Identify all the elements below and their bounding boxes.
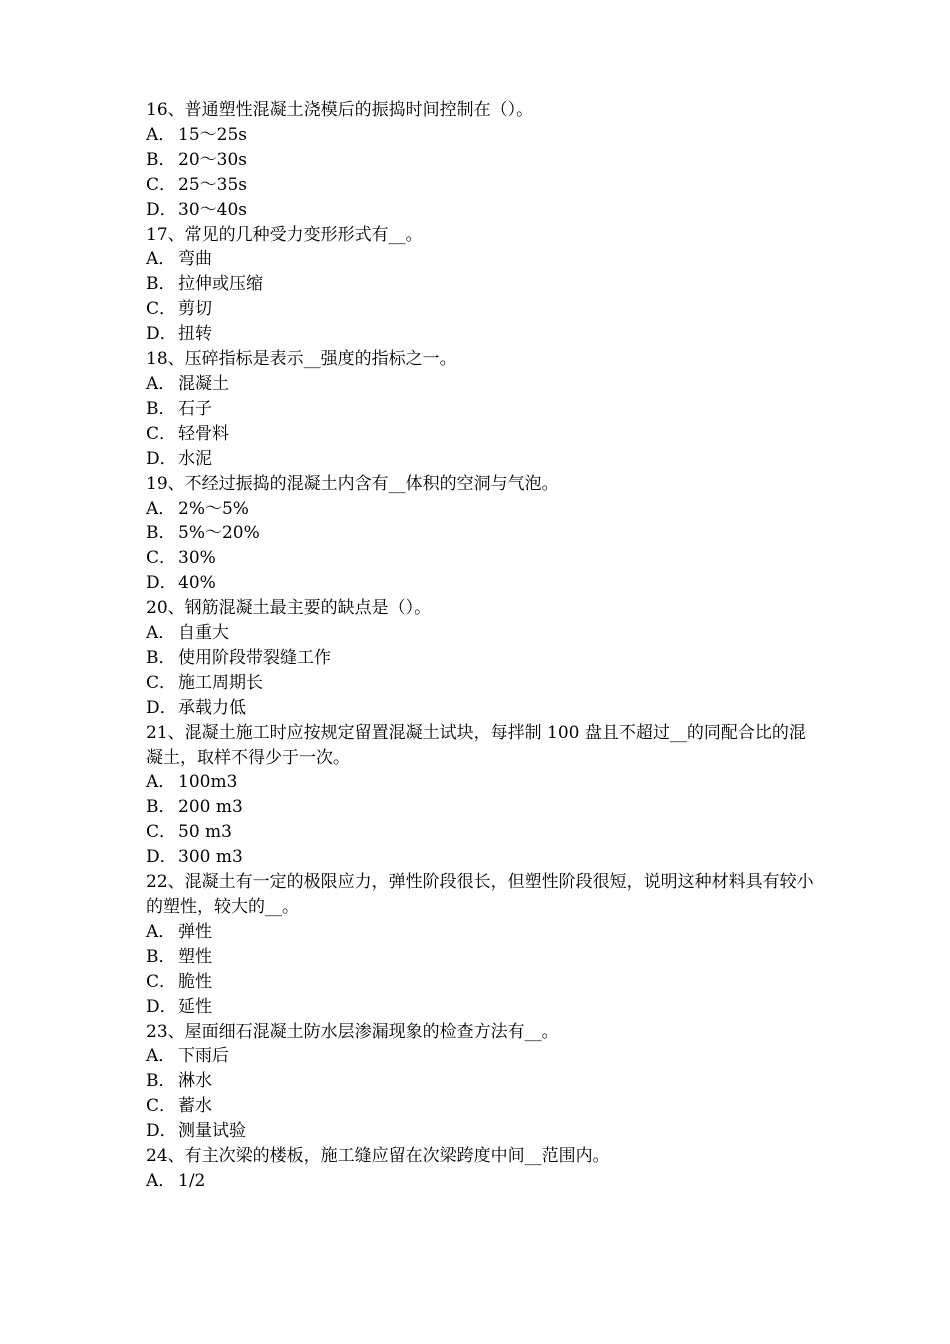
option-letter: C．: [146, 423, 177, 444]
option-text: 施工周期长: [178, 672, 263, 693]
question-item: [146, 472, 818, 597]
answer-option: [146, 621, 818, 646]
answer-option: [146, 671, 818, 696]
option-text: 自重大: [178, 623, 229, 644]
answer-option: [146, 920, 818, 945]
option-letter: C．: [146, 299, 177, 320]
option-letter: B．: [146, 946, 176, 967]
option-text: 弹性: [178, 921, 212, 942]
option-letter: D．: [146, 697, 177, 718]
question-stem: 16、普通塑性混凝土浇模后的振捣时间控制在（）。: [146, 100, 534, 120]
answer-option: [146, 571, 818, 596]
option-letter: A．: [146, 124, 176, 145]
question-item: [146, 98, 818, 223]
question-stem: 17、常见的几种受力变形形式有__。: [146, 224, 423, 245]
answer-option: [146, 322, 818, 347]
answer-option: [146, 521, 818, 546]
option-text: 测量试验: [178, 1121, 246, 1142]
question-stem: 23、屋面细石混凝土防水层渗漏现象的检查方法有__。: [146, 1021, 559, 1042]
answer-option: [146, 422, 818, 447]
option-text: 使用阶段带裂缝工作: [178, 647, 331, 668]
answer-option: [146, 1069, 818, 1094]
question-list: [146, 98, 818, 1194]
question-item: [146, 223, 818, 348]
option-letter: D．: [146, 847, 177, 868]
option-text: 水泥: [178, 448, 212, 469]
option-letter: B．: [146, 523, 176, 544]
question-item: [146, 347, 818, 472]
option-text: 延性: [178, 996, 212, 1017]
option-text: 40%: [178, 573, 216, 594]
question-stem: 21、混凝土施工时应按规定留置混凝土试块，每拌制 100 盘且不超过__的同配合比的混凝土，取样不得少于一次。: [146, 722, 806, 768]
answer-option: [146, 795, 818, 820]
option-letter: C．: [146, 1096, 177, 1117]
option-text: 石子: [178, 398, 212, 419]
question-item: [146, 1020, 818, 1145]
answer-option: [146, 646, 818, 671]
option-letter: A．: [146, 1046, 176, 1067]
question-item: [146, 721, 818, 870]
option-letter: A．: [146, 249, 176, 270]
answer-option: [146, 198, 818, 223]
answer-option: [146, 447, 818, 472]
option-text: 淋水: [178, 1071, 212, 1092]
answer-option: [146, 148, 818, 173]
question-item: [146, 1144, 818, 1194]
answer-option: [146, 123, 818, 148]
answer-option: [146, 272, 818, 297]
answer-option: [146, 1094, 818, 1119]
answer-option: [146, 1169, 818, 1194]
option-letter: B．: [146, 797, 176, 818]
option-letter: C．: [146, 174, 177, 195]
option-letter: D．: [146, 1121, 177, 1142]
answer-option: [146, 546, 818, 571]
option-letter: C．: [146, 822, 177, 843]
option-text: 300 m3: [178, 847, 243, 868]
option-text: 1/2: [178, 1170, 206, 1191]
answer-option: [146, 497, 818, 522]
answer-option: [146, 696, 818, 721]
answer-option: [146, 845, 818, 870]
option-text: 30～40s: [178, 199, 247, 220]
option-letter: D．: [146, 573, 177, 594]
option-text: 轻骨料: [178, 423, 229, 444]
option-text: 30%: [178, 548, 216, 569]
option-text: 20～30s: [178, 149, 247, 170]
option-text: 弯曲: [178, 249, 212, 270]
answer-option: [146, 995, 818, 1020]
answer-option: [146, 297, 818, 322]
question-item: [146, 870, 818, 1019]
option-letter: C．: [146, 971, 177, 992]
question-stem: 24、有主次梁的楼板，施工缝应留在次梁跨度中间__范围内。: [146, 1146, 610, 1167]
answer-option: [146, 1119, 818, 1144]
answer-option: [146, 770, 818, 795]
answer-option: [146, 945, 818, 970]
answer-option: [146, 1044, 818, 1069]
option-text: 100m3: [178, 772, 238, 793]
option-letter: D．: [146, 324, 177, 345]
option-text: 扭转: [178, 324, 212, 345]
option-text: 蓄水: [178, 1096, 212, 1117]
question-stem: 20、钢筋混凝土最主要的缺点是（）。: [146, 598, 432, 619]
option-letter: A．: [146, 623, 176, 644]
option-letter: A．: [146, 373, 176, 394]
option-letter: B．: [146, 398, 176, 419]
answer-option: [146, 372, 818, 397]
option-text: 承载力低: [178, 697, 246, 718]
option-letter: B．: [146, 1071, 176, 1092]
option-text: 脆性: [178, 971, 212, 992]
option-text: 15～25s: [178, 124, 247, 145]
option-text: 2%～5%: [178, 498, 249, 519]
option-text: 拉伸或压缩: [178, 274, 263, 295]
option-text: 塑性: [178, 946, 212, 967]
option-text: 下雨后: [178, 1046, 229, 1067]
question-stem: 22、混凝土有一定的极限应力，弹性阶段很长，但塑性阶段很短，说明这种材料具有较小的塑性，较大的__。: [146, 872, 814, 917]
option-letter: C．: [146, 548, 177, 569]
option-text: 200 m3: [178, 797, 243, 818]
option-letter: A．: [146, 498, 176, 519]
option-letter: D．: [146, 448, 177, 469]
question-stem: 19、不经过振捣的混凝土内含有__体积的空洞与气泡。: [146, 473, 559, 494]
question-stem: 18、压碎指标是表示__强度的指标之一。: [146, 349, 457, 370]
option-text: 剪切: [178, 299, 212, 320]
option-letter: A．: [146, 921, 176, 942]
option-letter: D．: [146, 996, 177, 1017]
option-letter: C．: [146, 672, 177, 693]
answer-option: [146, 173, 818, 198]
answer-option: [146, 820, 818, 845]
option-text: 5%～20%: [178, 523, 260, 544]
answer-option: [146, 397, 818, 422]
option-text: 混凝土: [178, 373, 229, 394]
question-item: [146, 596, 818, 721]
answer-option: [146, 247, 818, 272]
option-letter: A．: [146, 1170, 176, 1191]
option-text: 25～35s: [178, 174, 247, 195]
option-letter: B．: [146, 274, 176, 295]
option-letter: A．: [146, 772, 176, 793]
option-letter: B．: [146, 149, 176, 170]
answer-option: [146, 970, 818, 995]
option-letter: B．: [146, 647, 176, 668]
option-letter: D．: [146, 199, 177, 220]
option-text: 50 m3: [178, 822, 232, 843]
